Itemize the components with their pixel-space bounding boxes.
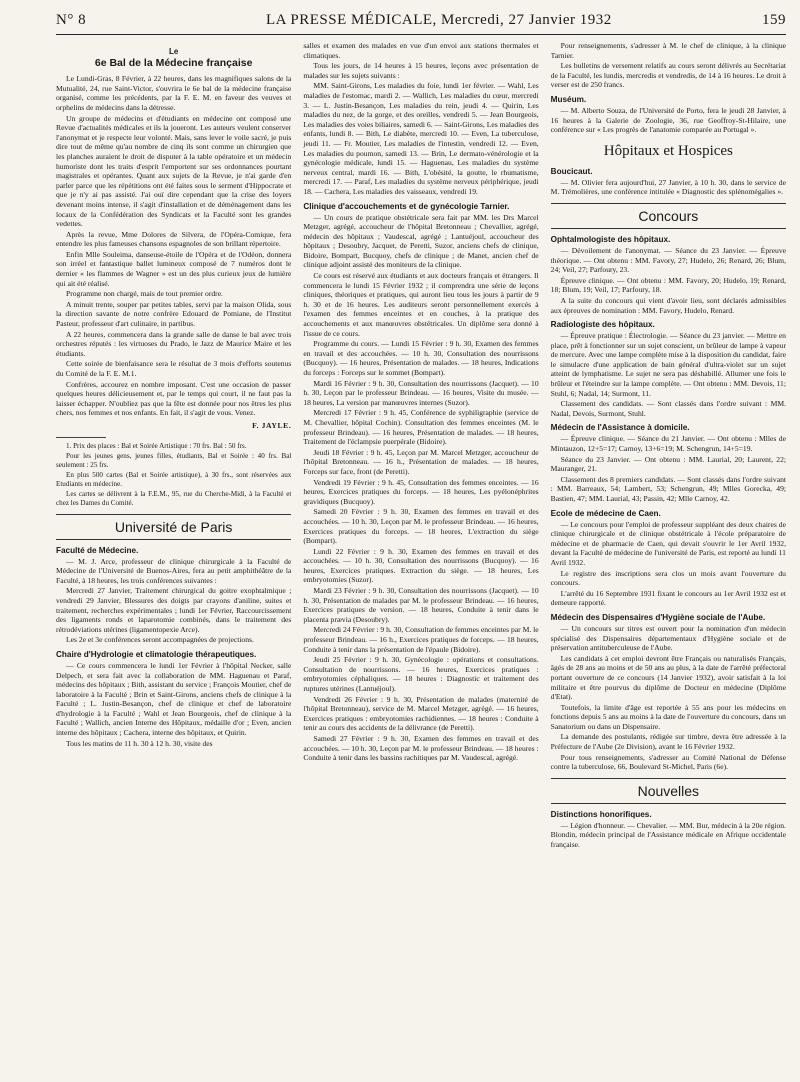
- radiologiste-paragraph: Classement des candidats. — Sont classés dans l'ordre suivant : MM. Nadal, Devois, Surmont, Stuhl.: [550, 399, 786, 418]
- subhead-tarnier: Clinique d'accouchements et de gynécologie Tarnier.: [303, 201, 510, 211]
- bal-article-kicker: Le: [168, 47, 179, 56]
- bal-paragraph: Après la revue, Mme Dolores de Silvera, de l'Opéra-Comique, fera entendre les plus fameuses chansons espagnoles de son brillant répertoire.: [56, 229, 292, 249]
- aube-paragraph: Pour tous renseignements, s'adresser au Comité National de Défense contre la tuberculose, 66, Boulevard St-Michel, Paris (6e).: [550, 752, 786, 772]
- bal-paragraph: A minuit trente, souper par petites tables, servi par la maison Olida, sous la direction savante de notre confrère Edouard de Pomiane, de l'Institut Pasteur, professeur d'art culinaire, in partibus.: [56, 299, 292, 329]
- tarnier-paragraph: Ce cours est réservé aux étudiants et aux docteurs français et étrangers. Il commencera le lundi 15 Février 1932 ; il comprendra une série de leçons cliniques, théoriques et pratiques, qui auront lieu tous les jours à partir de 9 h. 30 et de 16 heures. Les auditeurs seront personnellement exercés à l'examen des femmes enceintes et en couches, à la pratique des accouchements et aux manœuvres obstétricales. Un diplôme sera donné à l'issue de ce cours.: [303, 271, 539, 338]
- footnote: 1. Prix des places : Bal et Soirée Artistique : 70 frs. Bal : 50 frs.: [66, 441, 247, 450]
- tarnier-paragraph: Jeudi 18 Février : 9 h. 45, Leçon par M. Marcel Metzger, accoucheur de l'hôpital Bretonneau. — 16 h., Présentation de malades. — 18 heures, Forceps sur face, front (de Peretti).: [303, 447, 539, 476]
- ophtalmologiste-paragraph: A la suite du concours qui vient d'avoir lieu, sont déclarés admissibles aux épreuves de nomination : MM. Favory, Hudelo, Renard.: [550, 295, 786, 315]
- subhead-distinctions: Distinctions honorifiques.: [550, 809, 652, 819]
- faculte-paragraph: — M. J. Arce, professeur de clinique chirurgicale à la Faculté de Médecine de l'Université de Buenos-Aires, fera au petit amphithéâtre de la Faculté, à 18 heures, les trois conférences suivantes :: [56, 556, 292, 585]
- subhead-caen: Ecole de médecine de Caen.: [550, 508, 661, 518]
- faculte-paragraph: Les 2e et 3e conférences seront accompagnées de projections.: [66, 635, 254, 645]
- column-3: [551, 41, 786, 1076]
- issue-number: N° 8: [56, 12, 87, 28]
- assistance-paragraph: Classement des 8 premiers candidats. — Sont classés dans l'ordre suivant : MM. Barreaux, 54; Lambert, 53; Schengrun, 49; Mlles Gorecka, 49; Bastien, 47; MM. Laurial, 43; Passin, 42; Mlle Carnoy, 42.: [550, 474, 786, 503]
- bal-paragraph: Un groupe de médecins et d'étudiants en médecine ont composé une Revue d'actualités médicales et ils la joueront. Les auteurs veulent conserver l'anonymat et je respecte leur volonté. Mais, sans lever le voile sacré, je puis dire tout de même qu'au nombre de cinq ils sont comme un chirurgien que les planches auraient le droit de disputer à la table opératoire et un médecin humoriste dont les traits d'esprit l'emportent sur ses ordonnances pourtant magistrales et opérantes. Quant aux sujets de la Revue, je n'ai garde d'en parler parce que les répétitions ont été faites sous le serment d'Hippocrate et que je n'y ai pas assisté. J'ai ouï dire cependant que la crise des loyers devenant moins intense, il s'agit d'installation et de déménagement dans les locaux de la Confédération des Syndicats et la Faculté sont les grandes vedettes.: [56, 113, 292, 229]
- tarnier-paragraph: Samedi 20 Février : 9 h. 30, Examen des femmes en travail et des accouchées. — 10 h. 30, Leçon par M. le professeur Brindeau. — 16 heures, Exercices pratiques du forceps. — 18 heures, L'extraction du siège (Bompart).: [303, 507, 539, 546]
- aube-paragraph: Les candidats à cet emploi devront être Français ou naturalisés Français, âgés de 28 ans au moins et de 50 ans au plus, à la date de l'arrêté préfectoral portant ouverture de ce concours (14 Janvier 1932), avoir satisfait à la loi militaire et être pourvus du diplôme de Docteur en médecine (Diplôme d'Etat).: [550, 653, 786, 702]
- column-1: [56, 41, 291, 1076]
- bal-paragraph: Programme non chargé, mais de tout premier ordre.: [66, 289, 223, 299]
- hydrologie-paragraph: — Ce cours commencera le lundi 1er Février à l'hôpital Necker, salle Delpech, et sera fait avec la collaboration de MM. Haguenau et Paraf, médecins des hôpitaux ; Bith, assistant du service ; François Moutier, chef de laboratoire à la Faculté ; Brin et Saint-Girons, anciens chefs de clinique à la Faculté ; L. Justin-Besançon, chef de clinique et chef de laboratoire d'hydrologie à la Faculté ; Wahl et Jean Bourgeois, chef de clinique à la Faculté ; Wallich, ancien Interne des Hôpitaux, médaille d'or ; Even, ancien interne des hôpitaux ; Cachera, interne des hôpitaux, et Quirin.: [56, 660, 292, 738]
- ophtalmologiste-paragraph: — Dévoilement de l'anonymat. — Séance du 23 Janvier. — Épreuve théorique. — Ont obtenu : MM. Favory, 27; Hudelo, 26; Renard, 26; Blum, 24; Veil, 27; Parfoury, 23.: [550, 245, 786, 275]
- bal-article-title: 6e Bal de la Médecine française: [94, 56, 253, 69]
- subhead-ophtalmologiste: Ophtalmologiste des hôpitaux.: [550, 234, 671, 244]
- assistance-paragraph: Séance du 23 Janvier. — Ont obtenu : MM. Laurial, 20; Laurent, 22; Mauranger, 21.: [550, 454, 786, 474]
- tarnier-paragraph: Mercredi 17 Février : 9 h. 45, Conférence de syphiligraphie (service de M. Chevallier, hôpital Cochin). Consultation des femmes enceintes (M. le professeur Brindeau). — 16 heures, Présentation de malades. — 18 heures, Traitement de l'éclampsie puerpérale (Bidoire).: [303, 408, 539, 447]
- caen-paragraph: Le registre des inscriptions sera clos un mois avant l'ouverture du concours.: [550, 568, 786, 588]
- tarnier-paragraph: Mercredi 24 Février : 9 h. 30, Consultation de femmes enceintes par M. le professeur Brindeau. — 16 h., Exercices pratiques de forceps. — 18 heures, Conduite à tenir dans la présentation de l'épaule (Bidoire).: [303, 625, 539, 654]
- bal-paragraph: A 22 heures, commencera dans la grande salle de danse le bal avec trois orchestres réputés : les virtuoses du Prado, le Jazz de Maurice Maire et les étudiants.: [56, 329, 292, 358]
- subhead-hydrologie: Chaire d'Hydrologie et climatologie thérapeutiques.: [56, 649, 257, 659]
- bal-paragraph: Enfin Mlle Souleima, danseuse-étoile de l'Opéra et de l'Odéon, donnera son irréel et fantastique ballet lumineux composé de 7 numéros dont le dernier « les flammes de Wagner » est un des plus curieux jeux de lumière qui ait été réalisé.: [56, 249, 292, 288]
- radiologiste-paragraph: — Épreuve pratique : Électrologie. — Séance du 23 janvier. — Mettre en place, prêt à fonctionner sur un sujet conscient, un brûleur de lampe à vapeur de mercure. Avec une lampe complète mise à la disposition du candidat, faire le simulacre d'une application de bain général d'ultra-violet sur un sujet atteint de lymphatisme. Le sujet ne sera pas déshabillé. Allumer une fois le brûleur et l'éteindre sur la lampe complète. — Ont obtenu : MM. Devois, 11; Stuhl, 6; Nadal, 14; Surmont, 11.: [550, 331, 786, 398]
- subhead-assistance: Médecin de l'Assistance à domicile.: [550, 423, 690, 433]
- tarnier-fees: Les bulletins de versement relatifs au cours seront délivrés au Secrétariat de la Faculté, les lundis, mercredis et vendredis, de 14 à 16 heures. Le droit à verser est de 250 francs.: [550, 61, 786, 90]
- distinctions-paragraph: — Légion d'honneur. — Chevalier. — MM. Bur, médecin à la 20e région. Blondin, médecin principal de l'Assistance médicale en Afrique occidentale française.: [550, 820, 786, 850]
- subhead-faculte: Faculté de Médecine.: [56, 545, 139, 555]
- bal-paragraph: Cette soirée de bienfaisance sera le résultat de 3 mois d'efforts soutenus du Comité de la F. E. M.1.: [56, 359, 292, 378]
- boucicaut-paragraph: — M. Olivier fera aujourd'hui, 27 Janvier, à 10 h. 30, dans le service de M. Trémolières, une conférence intitulée « Diagnostic des splénomégalies ».: [550, 177, 786, 197]
- subhead-museum: Muséum.: [550, 94, 587, 104]
- tarnier-paragraph: Jeudi 25 Février : 9 h. 30, Gynécologie : opérations et consultations. Consultation de nourrissons. — 16 heures, Exercices pratiques : embryotomies céphaliques. — 18 heures : Diagnostic et traitement des ruptures utérines (Lantuéjoul).: [303, 655, 539, 693]
- subhead-boucicaut: Boucicaut.: [550, 166, 593, 176]
- tarnier-paragraph: Mardi 23 Février : 9 h. 30, Consultation des nourrissons (Jacquet). — 10 h. 30, Présentation de malades par M. le professeur Brindeau. — 16 heures, Exercices pratiques de version. — 18 heures, Conduite à tenir dans le placenta prævia (Desoubry).: [303, 586, 539, 624]
- tarnier-paragraph: — Un cours de pratique obstétricale sera fait par MM. les Drs Marcel Metzger, agrégé, accoucheur de l'hôpital Bretonneau ; Chevallier, agrégé, médecin des hôpitaux ; Vaudescal, agrégé ; Lantuéjoul, accoucheur des hôpitaux ; Desoubry, Jacquet, de Peretti, Suzor, anciens chefs de clinique, Bidoire, Bompart, Bucquoy, chefs de clinique ; de Manet, ancien chef de clinique adjoint assisté des moniteurs de la clinique.: [303, 212, 539, 270]
- hydrologie-continued: salles et examen des malades en vue d'un envoi aux stations thermales et climatiques.: [303, 41, 539, 60]
- faculte-paragraph: Mercredi 27 Janvier, Traitement chirurgical du goitre exophtalmique ; vendredi 29 Janvier, Blessures des doigts par crayons d'aniline, suites et traitement, recherches expérimentales ; lundi 1er Février, Raccourcissement des ligaments ronds et laparotomie combinés, dans le traitement des rétrodéviations utérines (ligamentopexie Arce).: [56, 586, 292, 634]
- section-title-hopitaux: Hôpitaux et Hospices: [603, 142, 733, 159]
- columns: [56, 41, 786, 1076]
- footnote: Pour les jeunes gens, jeunes filles, étudiants, Bal et Soirée : 40 frs. Bal seulement : 25 frs.: [56, 451, 292, 469]
- tarnier-paragraph: Mardi 16 Février : 9 h. 30, Consultation des nourrissons (Jacquet). — 10 h. 30, Leçon par le professeur Brindeau. — 16 heures, Visite du musée. — 18 heures, La version par manœuvres internes (Suzor).: [303, 378, 539, 407]
- publication-title: LA PRESSE MÉDICALE, Mercredi, 27 Janvier 1932: [266, 12, 612, 28]
- running-header: [56, 6, 786, 35]
- hydrologie-paragraph: Tous les jours, de 14 heures à 15 heures, leçons avec présentation de malades sur les sujets suivants :: [303, 61, 539, 80]
- footnote-rule: [56, 437, 106, 438]
- tarnier-paragraph: Vendredi 26 Février : 9 h. 30, Présentation de malades (maternité de l'hôpital Bretonneau), service de M. Marcel Metzger, agrégé. — 16 heures, Exercices pratiques : embryotomies rachidiennes. — 18 heures : Conduite à tenir au cours des accidents de la délivrance (de Peretti).: [303, 694, 539, 733]
- section-title-universite: Université de Paris: [56, 514, 291, 540]
- museum-paragraph: — M. Alberto Souza, de l'Université de Porto, fera le jeudi 28 Janvier, à 16 heures à la Galerie de Zoologie, 36, rue Geoffroy-St-Hilaire, une conférence sur « Les progrès de l'anatomie comparée au Portugal ».: [550, 105, 786, 135]
- ophtalmologiste-paragraph: Épreuve clinique. — Ont obtenu : MM. Favory, 20; Hudelo, 19; Renard, 18; Blum, 19; Veil, 17; Parfoury, 18.: [550, 275, 786, 295]
- section-title-nouvelles: Nouvelles: [551, 778, 786, 804]
- caen-paragraph: L'arrêté du 16 Septembre 1931 fixant le concours au 1er Avril 1932 est et demeure rapporté.: [550, 588, 786, 608]
- aube-paragraph: Toutefois, la limite d'âge est reportée à 55 ans pour les médecins en fonctions depuis 5 ans au moins à la date de l'ouverture du concours, dans un Sanatorium ou dans un Dispensaire.: [550, 702, 786, 731]
- tarnier-paragraph: Lundi 22 Février : 9 h. 30, Examen des femmes en travail et des accouchées. — 10 h. 30, Consultation des nourrissons (Bucquoy). — 16 heures, Exercices pratiques. Extraction du siège. — 18 heures, Les embryotomies (Suzor).: [303, 546, 539, 585]
- hydrologie-schedule: MM. Saint-Girons, Les maladies du foie, lundi 1er février. — Wahl, Les maladies de l'estomac, mardi 2. — Wallich, Les maladies du cœur, mercredi 3. — L. Justin-Besançon, Les maladies du rein, jeudi 4. — Quirin, Les maladies du nez, de la gorge, et des oreilles, vendredi 5. — Jean Bourgeois, Les maladies des voies biliaires, samedi 6. — Saint-Girons, Les maladies des enfants, lundi 8. — Bith, Le diabète, mercredi 10. — Even, La tuberculose, jeudi 11. — Fr. Moutier, Les maladies de l'intestin, vendredi 12. — Even, Les maladies du poumon, samedi 13. — Brin, Le dermato-vénérologie et la gynécologie médicale, lundi 15. — Haguenau, Les maladies du système nerveux central, mardi 16. — Bith, L'obésité, la goutte, le rhumatisme, mercredi 17. — Paraf, Les maladies du système nerveux périphérique, jeudi 18. — Cachera, Les maladies des vaisseaux, vendredi 19.: [303, 81, 539, 196]
- footnote: En plus 500 cartes (Bal et Soirée artistique), à 30 frs., sont réservées aux Etudiants en médecine.: [56, 470, 292, 488]
- subhead-aube: Médecin des Dispensaires d'Hygiène sociale de l'Aube.: [550, 612, 766, 622]
- tarnier-paragraph: Programme du cours. — Lundi 15 Février : 9 h. 30, Examen des femmes en travail et des accouchées. — 10 h. 30, Consultation des nourrissons (Bucquoy). — 16 heures, Présentation de malades. — 18 heures, Indications du forceps : Forceps sur le sommet (Bompart).: [303, 339, 539, 377]
- tarnier-contact: Pour renseignements, s'adresser à M. le chef de clinique, à la clinique Tarnier.: [550, 41, 786, 60]
- column-2: [303, 41, 538, 1076]
- subhead-radiologiste: Radiologiste des hôpitaux.: [550, 320, 655, 330]
- aube-paragraph: — Un concours sur titres est ouvert pour la nomination d'un médecin spécialisé des Dispensaires départementaux d'Hygiène sociale et de préservation antituberculeuse de l'Aube.: [550, 623, 786, 653]
- caen-paragraph: — Le concours pour l'emploi de professeur suppléant des deux chaires de clinique chirurgicale et de clinique obstétricale à l'école préparatoire de médecine et de pharmacie de Caen, qui devait s'ouvrir le 1er Avril 1932, devant la Faculté de médecine de l'université de Paris, est reporté au lundi 11 Avril 1932.: [550, 519, 786, 567]
- tarnier-paragraph: Samedi 27 Février : 9 h. 30, Examen des femmes en travail et des accouchées. — 10 h. 30, Leçon par M. le professeur Brindeau. — 18 heures : Conduite à tenir dans les bassins rachitiques par M. Vaudescal, agrégé.: [303, 733, 539, 763]
- bal-paragraph: Le Lundi-Gras, 8 Février, à 22 heures, dans les magnifiques salons de la Mutualité, 24, rue Saint-Victor, s'ouvrira le 6e bal de la médecine française organisé, comme les précédents, par la F. E. M. en faveur des veuves et orphelins de médecins dans la détresse.: [56, 74, 292, 112]
- article-signature: F. JAYLE.: [252, 420, 292, 430]
- page-number: 159: [762, 12, 786, 28]
- tarnier-paragraph: Vendredi 19 Février : 9 h. 45, Consultation des femmes enceintes. — 16 heures, Exercices pratiques du forceps. — 18 heures, Les pyélonéphrites gravidiques (Bucquoy).: [303, 477, 539, 506]
- footnote: Les cartes se délivrent à la F.E.M., 95, rue du Cherche-Midi, à la Faculté et chez les Dames du Comité.: [56, 489, 292, 507]
- aube-paragraph: La demande des postulants, rédigée sur timbre, devra être adressée à la Préfecture de l'Aube (2e Division), avant le 16 Février 1932.: [550, 732, 786, 752]
- assistance-paragraph: — Épreuve clinique. — Séance du 21 Janvier. — Ont obtenu : Mlles de Mintauzon, 12+5=17; Carnoy, 13+6=19; M. Schengrun, 14+5=19.: [550, 434, 786, 454]
- hydrologie-paragraph: Tous les matins de 11 h. 30 à 12 h. 30, visite des: [66, 738, 213, 748]
- section-title-concours: Concours: [551, 203, 786, 229]
- bal-paragraph: Confrères, accourez en nombre imposant. C'est une occasion de passer quelques heures délicieusement et, par le temps qui court, il ne faut pas la laisser échapper. N'oubliez pas que la fête est donnée pour nos êtres les plus chers, nos femmes et nos enfants. En fait, il s'agit de vous. Venez.: [56, 379, 292, 418]
